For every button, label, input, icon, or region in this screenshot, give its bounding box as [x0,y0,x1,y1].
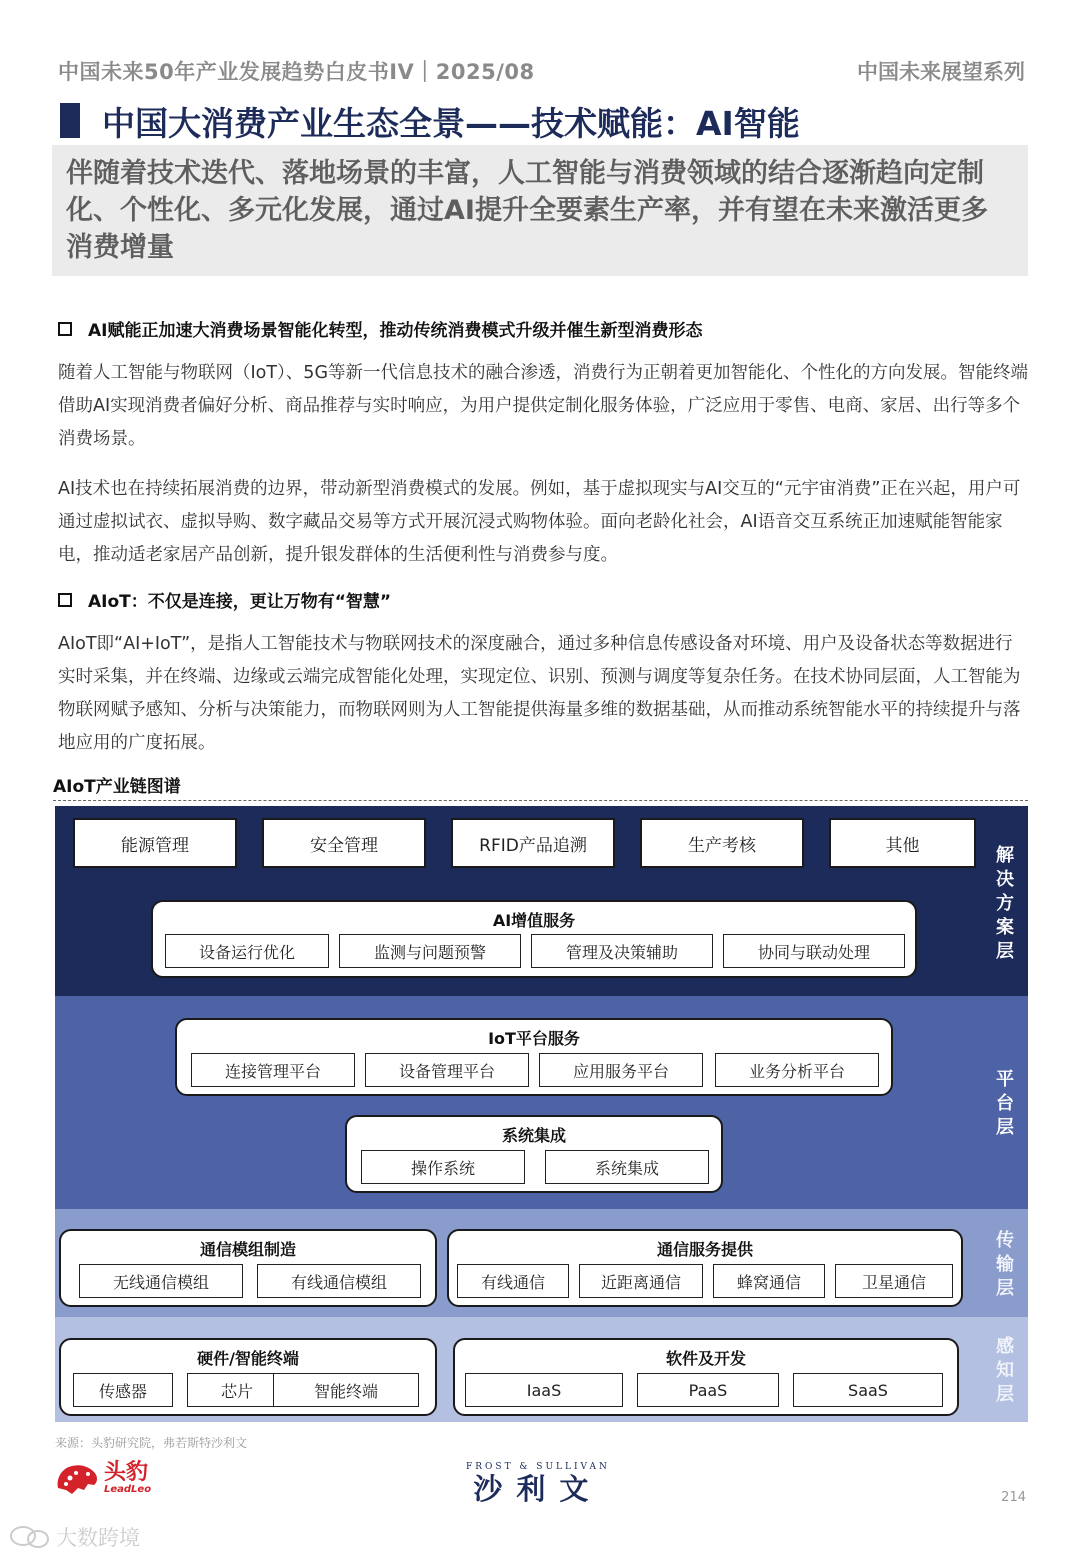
solution-box-energy: 能源管理 [73,818,237,868]
leadleo-logo [54,1458,151,1498]
wechat-watermark-icon [8,1524,52,1550]
source-note: 来源：头豹研究院，弗若斯特沙利文 [55,1436,248,1450]
diagram-title: AIoT产业链图谱 [53,777,181,797]
comm-module-item: 无线通信模组 [79,1264,243,1298]
comm-service-item: 有线通信 [457,1264,569,1298]
section2-heading [58,587,391,612]
ai-service-title: AI增值服务 [492,911,576,930]
software-group [453,1338,959,1416]
transport-layer-label: 传输层 [996,1230,1014,1299]
iot-platform-group [175,1018,893,1096]
ai-service-item: 设备运行优化 [165,934,329,968]
solution-box-security: 安全管理 [262,818,426,868]
solution-layer [55,806,1028,996]
leadleo-logo-cn: 头豹 [104,1459,149,1485]
frost-sullivan-logo-cn: 沙利文 [473,1472,603,1506]
frost-sullivan-logo [466,1462,610,1506]
platform-watermark [8,1522,140,1552]
checkbox-bullet-icon [58,593,72,607]
ai-service-item: 管理及决策辅助 [531,934,713,968]
comm-service-group [447,1229,963,1307]
checkbox-bullet-icon [58,322,72,336]
page-number: 214 [1001,1490,1026,1505]
comm-service-title: 通信服务提供 [656,1240,753,1259]
system-integration-item: 系统集成 [545,1150,709,1184]
system-integration-item: 操作系统 [361,1150,525,1184]
summary-box: 伴随着技术迭代、落地场景的丰富，人工智能与消费领域的结合逐渐趋向定制化、个性化、多元化发展，通过AI提升全要素生产率，并有望在未来激活更多消费增量 [52,145,1028,276]
section1-paragraph-1: 随着人工智能与物联网（IoT）、5G等新一代信息技术的融合渗透，消费行为正朝着更加智能化、个性化的方向发展。智能终端借助AI实现消费者偏好分析、商品推荐与实时响应，为用户提供定制化服务体验，广泛应用于零售、电商、家居、出行等多个消费场景。 [58,363,1028,449]
hardware-title: 硬件/智能终端 [197,1349,299,1368]
diagram-divider [53,800,1028,801]
comm-service-item: 近距离通信 [579,1264,703,1298]
comm-service-item: 卫星通信 [835,1264,953,1298]
transport-layer [55,1209,1028,1317]
leadleo-logo-en: LeadLeo [104,1483,152,1495]
platform-layer-label: 平台层 [996,1069,1014,1138]
iot-platform-item: 连接管理平台 [191,1053,355,1087]
software-title: 软件及开发 [665,1349,746,1368]
ai-service-group [151,900,917,978]
section1-heading [58,316,702,341]
system-integration-group [345,1115,723,1193]
iot-platform-item: 设备管理平台 [365,1053,529,1087]
software-item: SaaS [793,1373,943,1407]
hardware-item: 芯片 [187,1373,287,1407]
comm-module-group [59,1229,437,1307]
iot-platform-item: 应用服务平台 [539,1053,703,1087]
leopard-logo-icon [54,1458,100,1498]
title-accent-bar [60,103,80,138]
solution-box-production: 生产考核 [640,818,804,868]
comm-module-item: 有线通信模组 [257,1264,421,1298]
section1-heading-text: AI赋能正加速大消费场景智能化转型，推动传统消费模式升级并催生新型消费形态 [88,321,703,341]
hardware-group [59,1338,437,1416]
section1-paragraph-2: AI技术也在持续拓展消费的边界，带动新型消费模式的发展。例如，基于虚拟现实与AI交互的“元宇宙消费”正在兴起，用户可通过虚拟试衣、虚拟导购、数字藏品交易等方式开展沉浸式购物体验。面向老龄化社会，AI语音交互系统正加速赋能智能家电，推动适老家居产品创新，提升银发群体的生活便利性与消费参与度。 [58,479,1021,565]
section2-heading-text: AIoT：不仅是连接，更让万物有“智慧” [88,592,392,612]
system-integration-title: 系统集成 [501,1126,566,1145]
iot-platform-title: IoT平台服务 [488,1029,580,1048]
comm-service-item: 蜂窝通信 [713,1264,825,1298]
solution-box-rfid: RFID产品追溯 [451,818,615,868]
ai-service-item: 协同与联动处理 [723,934,905,968]
software-item: IaaS [465,1373,623,1407]
software-item: PaaS [637,1373,779,1407]
comm-module-title: 通信模组制造 [199,1240,296,1259]
frost-sullivan-logo-en: FROST & SULLIVAN [466,1462,610,1472]
series-name: 中国未来展望系列 [857,60,1025,84]
report-series-title: 中国未来50年产业发展趋势白皮书IV｜2025/08 [58,60,535,84]
ai-service-item: 监测与问题预警 [339,934,521,968]
hardware-item: 传感器 [73,1373,173,1407]
watermark-text: 大数跨境 [56,1526,140,1550]
platform-layer [55,996,1028,1209]
perception-layer-label: 感知层 [996,1336,1014,1405]
page-title: 中国大消费产业生态全景——技术赋能：AI智能 [102,104,800,143]
solution-box-other: 其他 [829,818,976,868]
solution-layer-label: 解决方案层 [996,845,1014,962]
hardware-item: 智能终端 [273,1373,419,1407]
section2-paragraph: AIoT即“AI+IoT”，是指人工智能技术与物联网技术的深度融合，通过多种信息传感设备对环境、用户及设备状态等数据进行实时采集，并在终端、边缘或云端完成智能化处理，实现定位、识别、预测与调度等复杂任务。在技术协同层面，人工智能为物联网赋予感知、分析与决策能力，而物联网则为人工智能提供海量多维的数据基础，从而推动系统智能水平的持续提升与落地应用的广度拓展。 [58,634,1021,753]
iot-platform-item: 业务分析平台 [715,1053,879,1087]
perception-layer [55,1317,1028,1422]
